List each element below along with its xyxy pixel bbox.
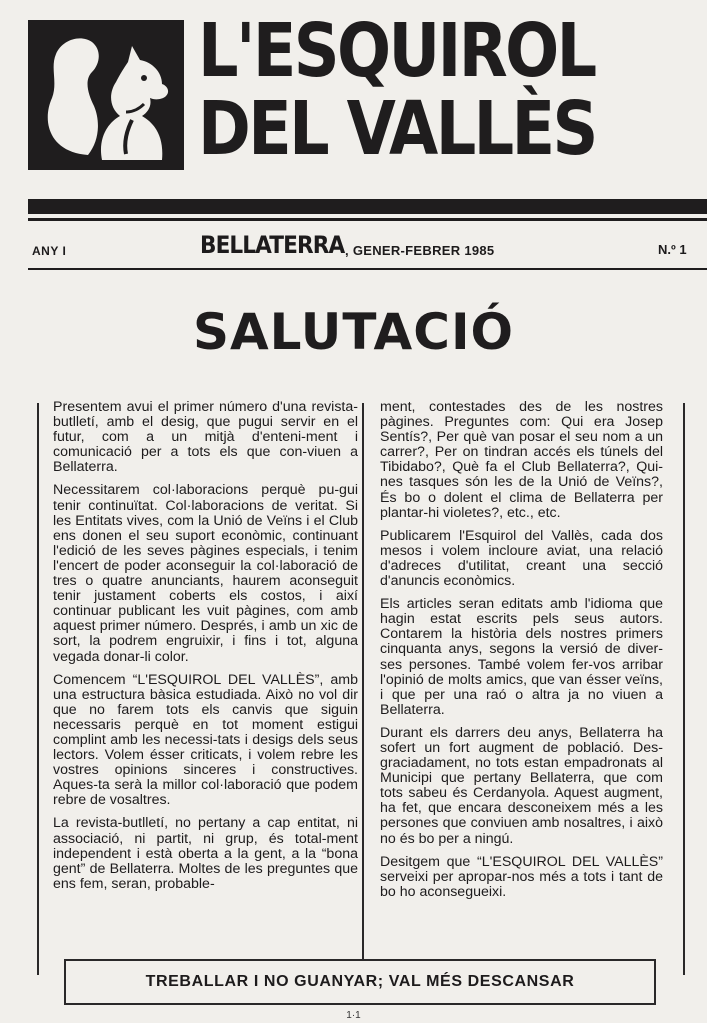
article-column-left xyxy=(53,400,358,900)
masthead-title-line1: L'ESQUIROL xyxy=(198,8,595,94)
column-divider xyxy=(362,403,364,975)
column-frame-left xyxy=(37,403,39,975)
issue-place: BELLATERRA xyxy=(200,231,345,259)
paragraph: Durant els darrers deu anys, Bellaterra ha sofert un fort augment de població. Des-graciadament, no tots estan empadronats al Municipi que pertany Bellaterra, que com tots sabeu és Cerdanyola. Aquest augment, ha fet, que encara desconeixem més a les persones que conviuen amb nosaltres, i això no és bo per a ningú. xyxy=(380,724,663,847)
squirrel-logo-graphic xyxy=(28,20,184,170)
column-frame-right xyxy=(683,403,685,975)
motto-box xyxy=(64,959,656,1005)
squirrel-logo-icon xyxy=(28,20,184,170)
paragraph: Publicarem l'Esquirol del Vallès, cada dos mesos i volem incloure aviat, una relació d'adreces d'utilitat, creant una secció d'anuncis econòmics. xyxy=(380,527,663,590)
masthead-rule-thin xyxy=(28,218,707,221)
paragraph: Desitgem que “L'ESQUIROL DEL VALLÈS” serveixi per apropar-nos més a tots i tant de bo ho aconsegueixi. xyxy=(380,853,663,900)
paragraph: Els articles seran editats amb l'idioma que hagin estat escrits pels seus autors. Contarem la història dels nostres primers cinquanta anys, segons la versió de diver-ses persones. També volem fer-vos arribar l'opinió de molts amics, que van ésser veïns, i que per una raó o altra ja no viuen a Bellaterra. xyxy=(380,596,663,718)
paragraph: Presentem avui el primer número d'una revista-butlletí, amb el desig, que pugui servir en el futur, com a un mitjà d'enteni-ment i comunicació per a tots els que con-viuen a Bellaterra. xyxy=(53,399,358,476)
masthead-rule-thick xyxy=(28,199,707,214)
issue-date: , GENER-FEBRER 1985 xyxy=(345,243,495,258)
paragraph: La revista-butlletí, no pertany a cap entitat, ni associació, ni partit, ni grup, és total-ment independent i està oberta a la gent, a la “bona gent” de Bellaterra. Moltes de les preguntes que ens fem, seran, probable- xyxy=(53,815,358,892)
motto-text: TREBALLAR I NO GUANYAR; VAL MÉS DESCANSAR xyxy=(145,973,575,990)
paragraph: ment, contestades des de les nostres pàgines. Preguntes com: Qui era Josep Sentís?, Per què van posar el seu nom a un carrer?, Per on tindran accés els túnels del Tibidabo?, Què fa el Club Bellaterra?, Qui-nes tasques són les de la Unió de Veïns?, És bo o dolent el clima de Bellaterra per plantar-hi violetes?, etc., etc. xyxy=(380,399,663,521)
page-folio: 1·1 xyxy=(346,1010,361,1021)
issue-volume: ANY I xyxy=(32,244,67,258)
issue-rule xyxy=(28,268,707,270)
article-column-right xyxy=(380,400,663,908)
masthead-title-line2: DEL VALLÈS xyxy=(198,86,596,172)
paragraph: Necessitarem col·laboracions perquè pu-gui tenir continuïtat. Col·laboracions de veritat. Si les Entitats vives, com la Unió de Veïns i el Club ens donen el seu suport econòmic, continuant l'edició de les seves pàgines especials, i tenim l'encert de poder aconseguir la col·laboració de tres o quatre anunciants, haurem aconseguit tenir justament coberts els costos, i així continuar publicant les vuit pàgines, com amb aquest primer número. Després, i amb un xic de sort, la podrem engruixir, i fins i tot, alguna vegada donar-li color. xyxy=(53,482,358,665)
paragraph: Comencem “L'ESQUIROL DEL VALLÈS”, amb una estructura bàsica estudiada. Això no vol dir que no farem tots els canvis que siguin necessaris perquè en tot moment estigui complint amb les necessi-tats i desigs dels seus lectors. Volem ésser criticats, i volem rebre les vostres opinions sinceres i constructives. Aques-ta serà la millor col·laboració que podem rebre de vosaltres. xyxy=(53,671,358,809)
issue-number: N.º 1 xyxy=(658,242,687,257)
article-heading: SALUTACIÓ xyxy=(192,303,515,361)
